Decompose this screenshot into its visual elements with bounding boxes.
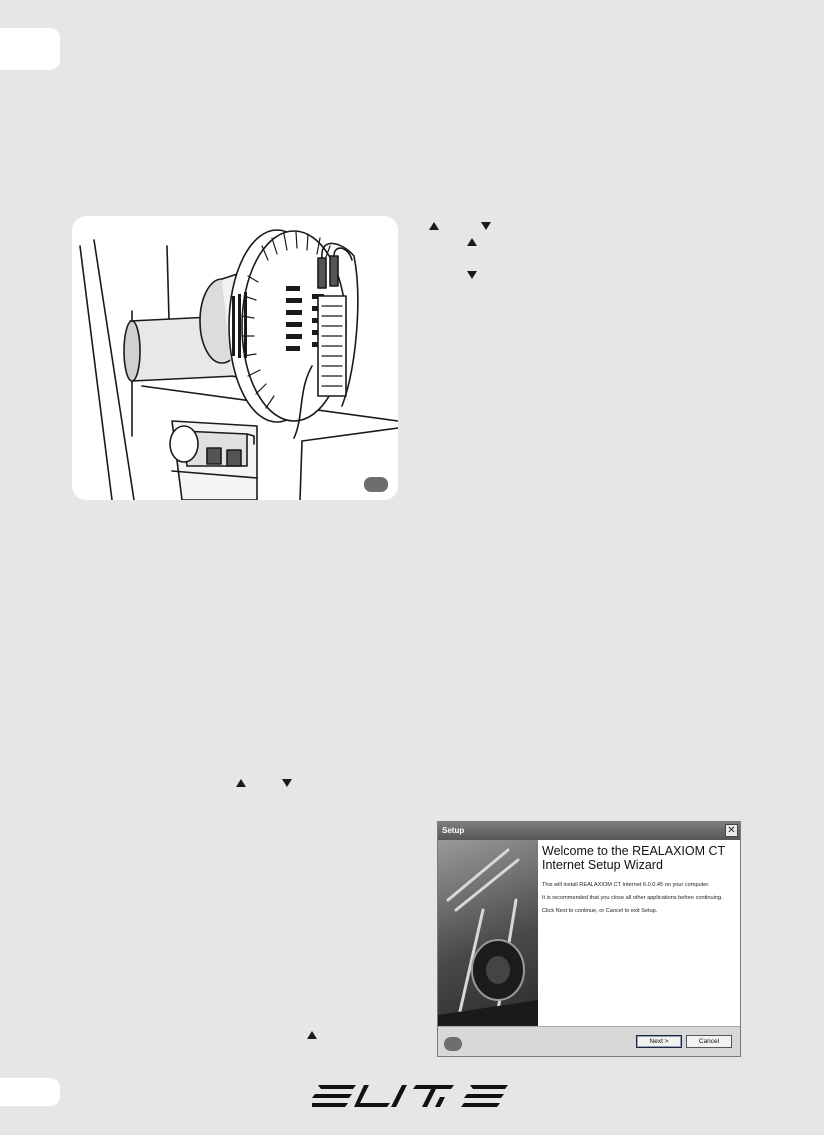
trainer-image-icon	[438, 840, 538, 1028]
page-tab-bottom	[0, 1078, 60, 1106]
wizard-paragraph: Click Next to continue, or Cancel to exit Setup.	[542, 908, 658, 914]
wizard-side-image	[438, 840, 538, 1028]
wizard-heading: Welcome to the REALAXIOM CT Internet Setup Wizard	[542, 844, 725, 872]
down-arrow-icon	[282, 779, 292, 787]
window-titlebar	[438, 822, 740, 840]
cancel-button[interactable]: Cancel	[686, 1035, 732, 1048]
up-arrow-icon	[236, 779, 246, 787]
setup-wizard-screenshot	[437, 821, 741, 1057]
down-arrow-icon	[481, 222, 491, 230]
up-arrow-icon	[429, 222, 439, 230]
down-arrow-icon	[467, 271, 477, 279]
next-button[interactable]: Next >	[636, 1035, 682, 1048]
wizard-content	[542, 844, 738, 921]
window-title: Setup	[442, 826, 465, 835]
alternator-sensor-illustration	[72, 216, 398, 500]
wizard-footer	[438, 1026, 740, 1056]
figure-illustration	[72, 216, 398, 500]
up-arrow-icon	[307, 1031, 317, 1039]
elite-logo	[312, 1083, 508, 1114]
up-arrow-icon	[467, 238, 477, 246]
page-tab-top	[0, 28, 60, 70]
wizard-paragraph: This will install REALAXIOM CT Internet 6.0.0.45 on your computer.	[542, 882, 710, 888]
elite-logo-icon	[312, 1083, 508, 1109]
figure-number-badge	[444, 1037, 462, 1051]
close-icon[interactable]: ✕	[725, 824, 738, 837]
figure-number-badge	[364, 477, 388, 492]
wizard-paragraph: It is recommended that you close all other applications before continuing.	[542, 895, 723, 901]
